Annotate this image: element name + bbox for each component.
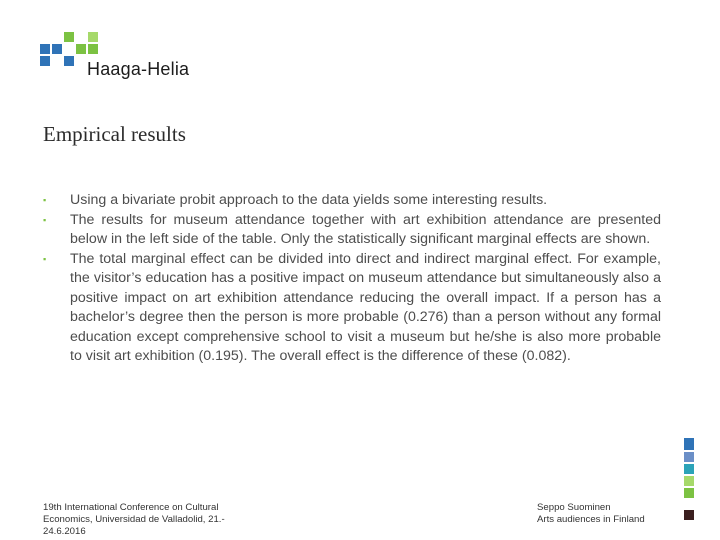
list-item [43, 211, 661, 250]
logo-square-icon [64, 32, 74, 42]
footer-line: Economics, Universidad de Valladolid, 21.- [43, 514, 225, 525]
footer-author [537, 502, 645, 526]
color-block [684, 464, 694, 474]
logo-square-icon [52, 44, 62, 54]
logo-square-icon [76, 44, 86, 54]
logo-square-icon [40, 56, 50, 66]
bullet-text: The total marginal effect can be divided into direct and indirect marginal effect. For example, the visitor’s education has a positive impact on museum attendance but simultaneously also a positive impact on art exhibition attendance reducing the overall impact. If a person has a bachelor’s degree then the person is more probable (0.276) than a person without any formal education except comprehensive school to visit a museum but he/she is also more probable to visit art exhibition (0.195). The overall effect is the difference of these (0.082). [70, 250, 661, 364]
bullet-square-icon: ▪ [43, 253, 47, 264]
side-color-bar [684, 438, 694, 522]
footer-conference [43, 502, 253, 538]
footer-line: 19th International Conference on Cultural [43, 502, 219, 513]
color-block [684, 438, 694, 450]
logo-square-icon [64, 56, 74, 66]
footer-line: Arts audiences in Finland [537, 514, 645, 525]
color-block [684, 476, 694, 486]
bullet-text: The results for museum attendance together with art exhibition attendance are presented below in the left side of the table. Only the statistically significant marginal effects are shown. [70, 211, 661, 247]
color-block [684, 510, 694, 520]
bullet-square-icon: ▪ [43, 195, 47, 205]
list-item [43, 191, 661, 211]
color-block [684, 500, 694, 508]
color-block [684, 488, 694, 498]
logo-square-icon [88, 32, 98, 42]
haaga-helia-logo [40, 32, 210, 82]
list-item [43, 250, 661, 367]
logo-square-icon [40, 44, 50, 54]
logo-square-icon [88, 44, 98, 54]
bullet-list [43, 191, 661, 367]
footer-line: 24.6.2016 [43, 526, 86, 537]
logo-wordmark: Haaga-Helia [87, 59, 190, 79]
color-block [684, 452, 694, 462]
bullet-square-icon: ▪ [43, 214, 47, 225]
bullet-text: Using a bivariate probit approach to the data yields some interesting results. [70, 192, 548, 208]
footer-line: Seppo Suominen [537, 502, 611, 513]
slide-title: Empirical results [43, 122, 186, 146]
